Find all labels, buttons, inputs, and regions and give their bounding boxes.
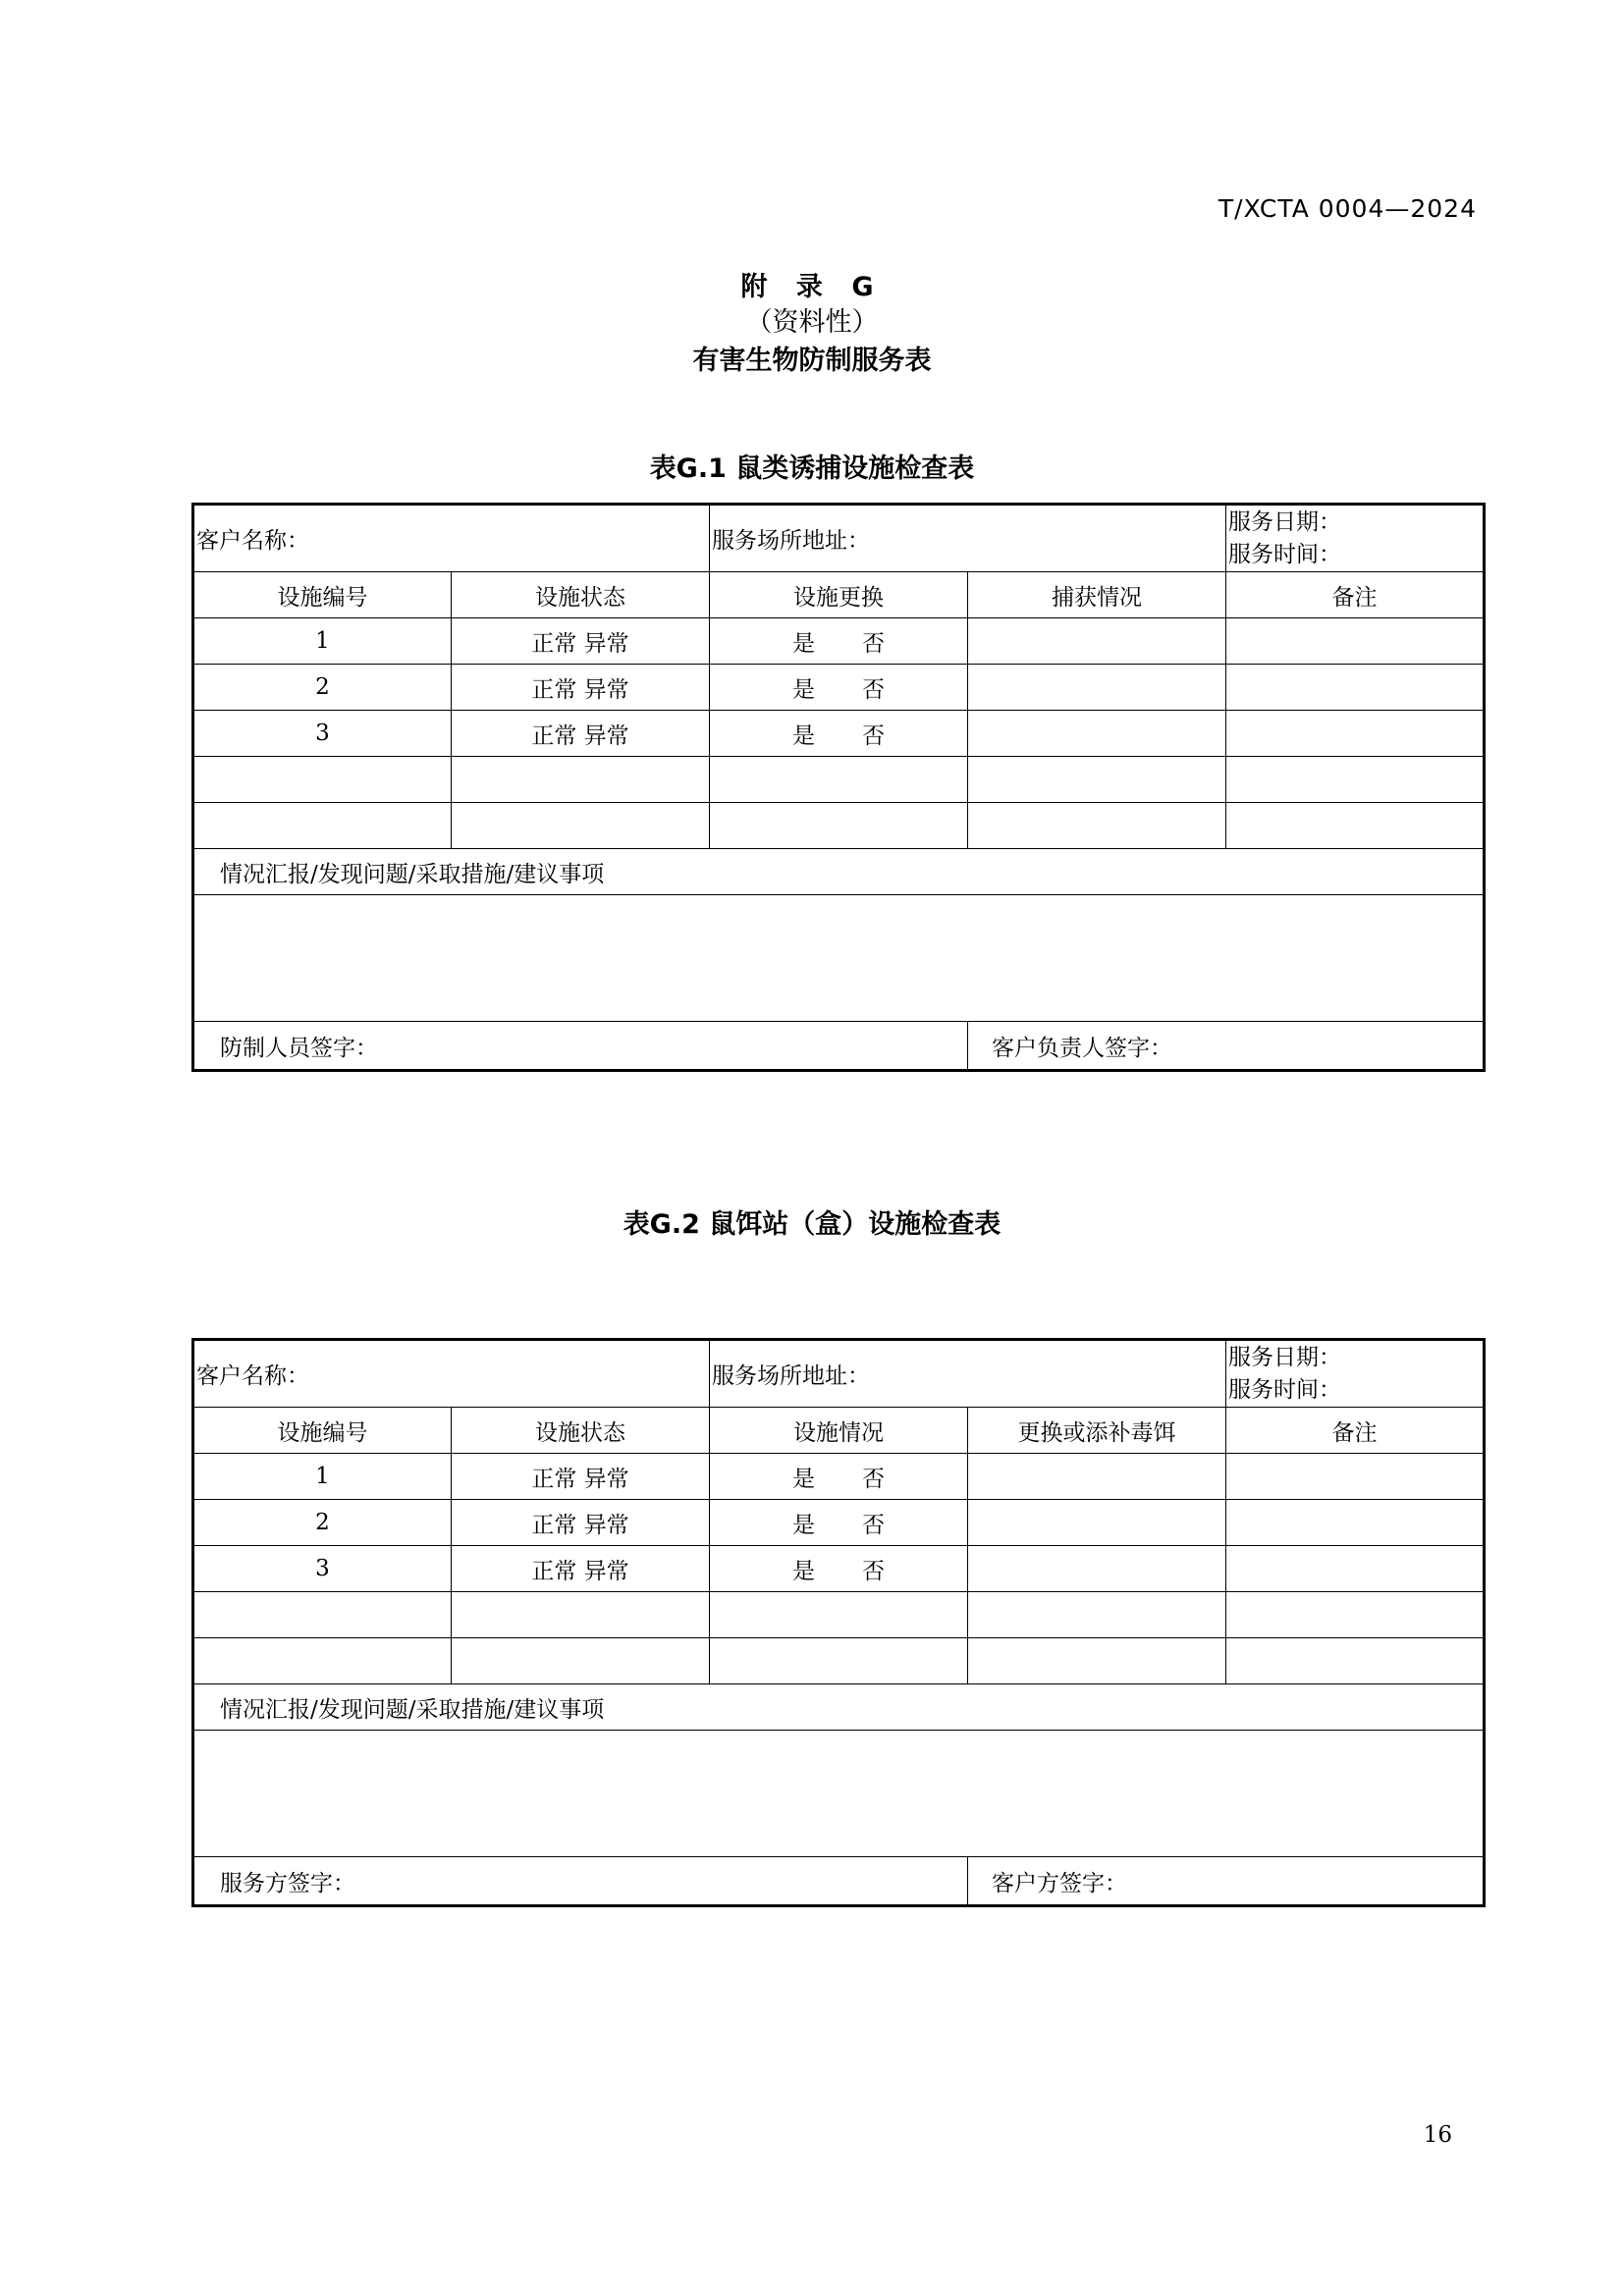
controller-signature[interactable]: 防制人员签字： — [193, 1022, 968, 1071]
no-option[interactable]: 否 — [862, 630, 885, 657]
table-row-empty — [193, 757, 1485, 803]
table-row — [193, 1500, 1485, 1546]
table-row — [193, 618, 1485, 665]
table1-title: 表G.1 鼠类诱捕设施检查表 — [649, 454, 975, 484]
empty-cell[interactable] — [1226, 1638, 1485, 1684]
yes-option[interactable]: 是 — [792, 630, 815, 657]
empty-cell[interactable] — [968, 1592, 1226, 1638]
empty-cell[interactable] — [710, 1592, 968, 1638]
empty-cell[interactable] — [968, 757, 1226, 803]
service-date-label: 服务日期： — [1228, 508, 1341, 535]
empty-cell[interactable] — [193, 803, 452, 849]
empty-cell[interactable] — [452, 803, 710, 849]
report-label: 情况汇报/发现问题/采取措施/建议事项 — [193, 1684, 1485, 1731]
facility-condition[interactable] — [710, 1500, 968, 1546]
table-row-empty — [193, 1592, 1485, 1638]
facility-replace[interactable] — [710, 711, 968, 757]
facility-status[interactable]: 正常 异常 — [452, 711, 710, 757]
page-number: 16 — [1423, 2122, 1452, 2148]
appendix-nature: （资料性） — [745, 307, 879, 338]
report-area[interactable] — [193, 895, 1485, 1022]
customer-name-field[interactable]: 客户名称： — [193, 505, 710, 572]
service-date-time-field[interactable] — [1226, 505, 1485, 572]
table-row — [193, 1454, 1485, 1500]
empty-cell[interactable] — [193, 1592, 452, 1638]
no-option[interactable]: 否 — [862, 1558, 885, 1584]
column-header: 设施更换 — [710, 572, 968, 618]
table-row-empty — [193, 1638, 1485, 1684]
empty-cell[interactable] — [968, 803, 1226, 849]
capture-cell[interactable] — [968, 711, 1226, 757]
empty-cell[interactable] — [710, 803, 968, 849]
appendix-label: 附 录 G — [740, 272, 884, 302]
empty-cell[interactable] — [452, 1592, 710, 1638]
empty-cell[interactable] — [1226, 1592, 1485, 1638]
service-address-field[interactable]: 服务场所地址： — [710, 1340, 1226, 1408]
facility-number: 3 — [193, 1546, 452, 1592]
service-time-label: 服务时间： — [1228, 1376, 1341, 1403]
bait-cell[interactable] — [968, 1500, 1226, 1546]
facility-replace[interactable] — [710, 618, 968, 665]
column-header: 设施编号 — [193, 572, 452, 618]
yes-option[interactable]: 是 — [792, 722, 815, 749]
table-row — [193, 665, 1485, 711]
yes-option[interactable]: 是 — [792, 1558, 815, 1584]
column-header: 备注 — [1226, 572, 1485, 618]
capture-cell[interactable] — [968, 618, 1226, 665]
remark-cell[interactable] — [1226, 665, 1485, 711]
column-header: 捕获情况 — [968, 572, 1226, 618]
yes-option[interactable]: 是 — [792, 676, 815, 703]
column-header: 更换或添补毒饵 — [968, 1408, 1226, 1454]
rodent-trap-inspection-table — [191, 503, 1486, 1072]
facility-number: 1 — [193, 618, 452, 665]
remark-cell[interactable] — [1226, 1546, 1485, 1592]
facility-number: 2 — [193, 1500, 452, 1546]
report-area[interactable] — [193, 1731, 1485, 1857]
column-header: 设施情况 — [710, 1408, 968, 1454]
customer-manager-signature[interactable]: 客户负责人签字： — [968, 1022, 1485, 1071]
empty-cell[interactable] — [1226, 757, 1485, 803]
facility-condition[interactable] — [710, 1546, 968, 1592]
service-address-field[interactable]: 服务场所地址： — [710, 505, 1226, 572]
remark-cell[interactable] — [1226, 1500, 1485, 1546]
empty-cell[interactable] — [193, 1638, 452, 1684]
no-option[interactable]: 否 — [862, 1512, 885, 1538]
empty-cell[interactable] — [1226, 803, 1485, 849]
report-label: 情况汇报/发现问题/采取措施/建议事项 — [193, 849, 1485, 895]
yes-option[interactable]: 是 — [792, 1466, 815, 1492]
empty-cell[interactable] — [968, 1638, 1226, 1684]
facility-status[interactable]: 正常 异常 — [452, 1454, 710, 1500]
empty-cell[interactable] — [193, 757, 452, 803]
facility-status[interactable]: 正常 异常 — [452, 1500, 710, 1546]
facility-number: 3 — [193, 711, 452, 757]
empty-cell[interactable] — [710, 757, 968, 803]
column-header: 设施状态 — [452, 572, 710, 618]
remark-cell[interactable] — [1226, 618, 1485, 665]
facility-status[interactable]: 正常 异常 — [452, 665, 710, 711]
empty-cell[interactable] — [452, 1638, 710, 1684]
facility-number: 1 — [193, 1454, 452, 1500]
table2-title: 表G.2 鼠饵站（盒）设施检查表 — [623, 1209, 1001, 1240]
table-row — [193, 1546, 1485, 1592]
remark-cell[interactable] — [1226, 1454, 1485, 1500]
no-option[interactable]: 否 — [862, 1466, 885, 1492]
facility-status[interactable]: 正常 异常 — [452, 1546, 710, 1592]
document-code: T/XCTA 0004—2024 — [1218, 194, 1477, 223]
table-row-empty — [193, 803, 1485, 849]
bait-cell[interactable] — [968, 1546, 1226, 1592]
column-header: 设施状态 — [452, 1408, 710, 1454]
service-date-label: 服务日期： — [1228, 1344, 1341, 1370]
facility-condition[interactable] — [710, 1454, 968, 1500]
yes-option[interactable]: 是 — [792, 1512, 815, 1538]
facility-status[interactable]: 正常 异常 — [452, 618, 710, 665]
service-date-time-field[interactable] — [1226, 1340, 1485, 1408]
empty-cell[interactable] — [710, 1638, 968, 1684]
column-header: 备注 — [1226, 1408, 1485, 1454]
no-option[interactable]: 否 — [862, 676, 885, 703]
table-row — [193, 711, 1485, 757]
no-option[interactable]: 否 — [862, 722, 885, 749]
service-provider-signature[interactable]: 服务方签字： — [193, 1857, 968, 1906]
facility-number: 2 — [193, 665, 452, 711]
bait-cell[interactable] — [968, 1454, 1226, 1500]
facility-replace[interactable] — [710, 665, 968, 711]
column-header: 设施编号 — [193, 1408, 452, 1454]
customer-name-field[interactable]: 客户名称： — [193, 1340, 710, 1408]
customer-signature[interactable]: 客户方签字： — [968, 1857, 1485, 1906]
remark-cell[interactable] — [1226, 711, 1485, 757]
appendix-title: 有害生物防制服务表 — [692, 346, 932, 376]
service-time-label: 服务时间： — [1228, 541, 1341, 567]
capture-cell[interactable] — [968, 665, 1226, 711]
bait-station-inspection-table — [191, 1338, 1486, 1907]
empty-cell[interactable] — [452, 757, 710, 803]
